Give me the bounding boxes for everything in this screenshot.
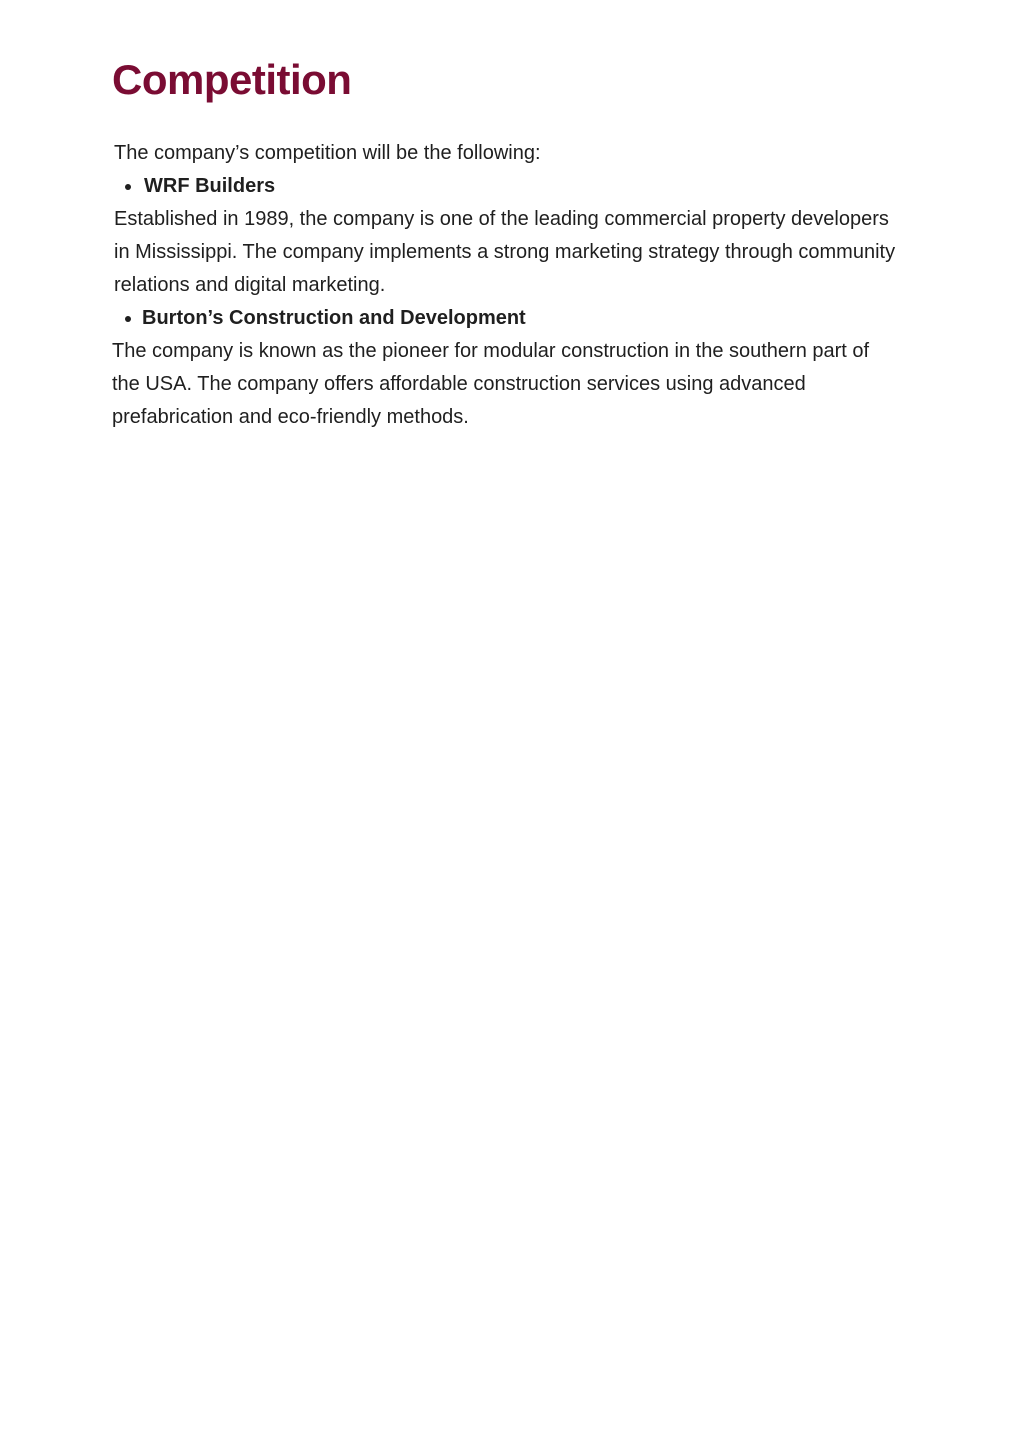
page-title: Competition	[112, 56, 352, 103]
document-body	[112, 137, 902, 434]
competitor-description: Established in 1989, the company is one of the leading commercial property developers in Mississippi. The company implements a strong marketing strategy through community relations and digital marketing.	[114, 208, 896, 296]
competitor-list-2	[112, 302, 902, 335]
bullet-icon	[125, 316, 131, 322]
competitor-description: The company is known as the pioneer for modular construction in the southern part of the USA. The company offers affordable construction services using advanced prefabrication and eco-friendly methods.	[112, 340, 870, 428]
intro-paragraph: The company’s competition will be the following:	[114, 142, 541, 164]
list-item	[112, 170, 902, 203]
list-item	[112, 302, 902, 335]
competitor-name: WRF Builders	[144, 175, 276, 197]
competitor-name: Burton’s Construction and Development	[142, 307, 526, 329]
competitor-list-1	[112, 170, 902, 203]
bullet-icon	[125, 184, 131, 190]
